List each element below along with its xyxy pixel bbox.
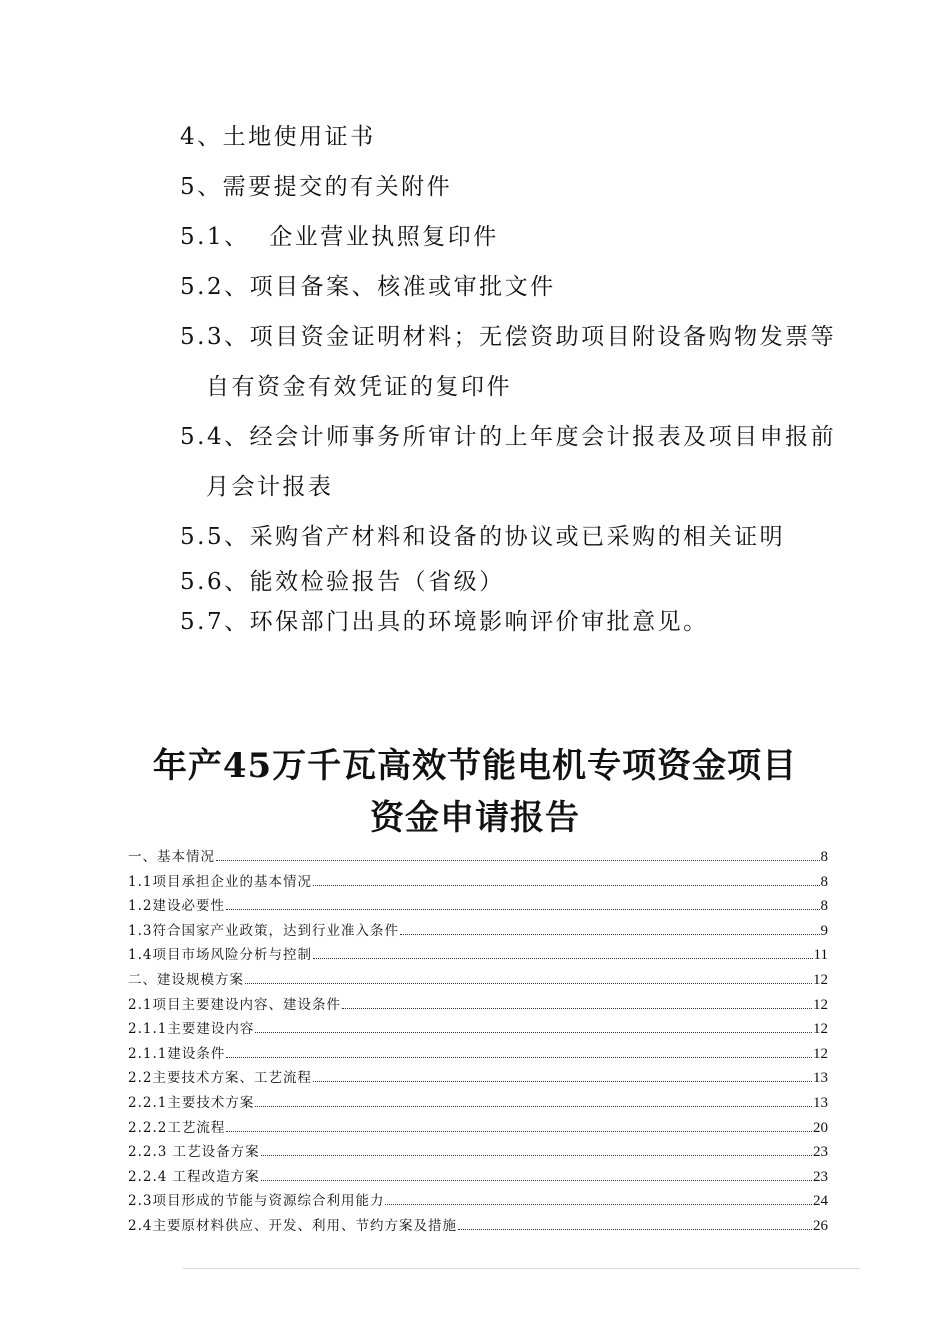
toc-leader-dots <box>245 968 812 984</box>
toc-entry-label: 2.2.1主要技术方案 <box>128 1094 255 1111</box>
toc-page-number: 24 <box>813 1193 828 1210</box>
toc-entry-label: 1.3符合国家产业政策，达到行业准入条件 <box>128 922 399 939</box>
list-item: 5.5、采购省产材料和设备的协议或已采购的相关证明 <box>180 524 786 550</box>
toc-entry[interactable] <box>128 1189 828 1214</box>
list-item: 5、需要提交的有关附件 <box>180 174 453 200</box>
toc-leader-dots <box>255 1091 812 1107</box>
list-item: 4、土地使用证书 <box>180 124 376 150</box>
toc-page-number: 11 <box>813 947 828 964</box>
toc-page-number: 26 <box>813 1217 828 1234</box>
toc-entry-label: 2.3项目形成的节能与资源综合利用能力 <box>128 1193 385 1210</box>
toc-leader-dots <box>261 1140 812 1156</box>
toc-leader-dots <box>313 870 820 886</box>
list-item: 5.2、项目备案、核准或审批文件 <box>180 274 556 300</box>
toc-leader-dots <box>313 943 813 959</box>
toc-leader-dots <box>400 919 820 935</box>
list-item: 5.7、环保部门出具的环境影响评价审批意见。 <box>180 609 709 635</box>
toc-leader-dots <box>342 993 812 1009</box>
toc-entry[interactable] <box>128 919 828 944</box>
toc-page-number: 12 <box>813 1021 828 1038</box>
list-item: 5.6、能效检验报告（省级） <box>180 569 505 595</box>
toc-entry[interactable] <box>128 1165 828 1190</box>
toc-page-number: 8 <box>820 849 828 865</box>
toc-entry-label: 1.2建设必要性 <box>128 898 225 915</box>
list-item-continuation: 月会计报表 <box>206 474 334 500</box>
report-subtitle: 资金申请报告 <box>370 798 580 838</box>
toc-page-number: 23 <box>813 1144 828 1161</box>
toc-leader-dots <box>226 894 820 910</box>
toc-entry-label: 1.1项目承担企业的基本情况 <box>128 873 312 890</box>
toc-page-number: 13 <box>813 1094 828 1111</box>
toc-entry[interactable] <box>128 870 828 895</box>
toc-entry-label: 2.1.1主要建设内容 <box>128 1021 255 1038</box>
toc-entry[interactable] <box>128 943 828 968</box>
toc-entry[interactable] <box>128 1140 828 1165</box>
toc-entry-label: 1.4项目市场风险分析与控制 <box>128 947 312 964</box>
toc-page-number: 23 <box>813 1168 828 1185</box>
toc-leader-dots <box>255 1017 812 1033</box>
list-item: 5.3、项目资金证明材料；无偿资助项目附设备购物发票等 <box>180 324 837 350</box>
toc-leader-dots <box>458 1214 812 1230</box>
footer-divider <box>183 1268 860 1269</box>
toc-entry-label: 二、建设规模方案 <box>128 971 244 988</box>
toc-entry[interactable] <box>128 845 828 870</box>
toc-page-number: 9 <box>820 922 828 939</box>
toc-leader-dots <box>216 845 820 861</box>
toc-entry[interactable] <box>128 968 828 993</box>
toc-entry[interactable] <box>128 1066 828 1091</box>
toc-entry[interactable] <box>128 894 828 919</box>
toc-entry-label: 2.2.3 工艺设备方案 <box>128 1144 260 1161</box>
toc-page-number: 8 <box>820 873 828 890</box>
toc-page-number: 13 <box>813 1070 828 1087</box>
toc-page-number: 12 <box>813 1045 828 1062</box>
toc-entry-label: 2.1.1建设条件 <box>128 1045 226 1062</box>
list-item: 5.1、 企业营业执照复印件 <box>180 224 499 250</box>
toc-page-number: 12 <box>813 996 828 1013</box>
toc-entry-label: 2.2.4 工程改造方案 <box>128 1168 260 1185</box>
toc-entry-label: 2.2.2工艺流程 <box>128 1119 226 1136</box>
toc-leader-dots <box>226 1042 812 1058</box>
toc-entry[interactable] <box>128 1116 828 1141</box>
toc-entry[interactable] <box>128 1214 828 1239</box>
list-item: 5.4、经会计师事务所审计的上年度会计报表及项目申报前 <box>180 424 837 450</box>
toc-entry[interactable] <box>128 1042 828 1067</box>
table-of-contents <box>128 845 828 1239</box>
toc-page-number: 20 <box>813 1119 828 1136</box>
toc-entry-label: 2.2主要技术方案、工艺流程 <box>128 1070 312 1087</box>
toc-entry-label: 一、基本情况 <box>128 849 215 865</box>
toc-leader-dots <box>226 1116 812 1132</box>
toc-entry-label: 2.1项目主要建设内容、建设条件 <box>128 996 341 1013</box>
toc-entry[interactable] <box>128 993 828 1018</box>
toc-leader-dots <box>385 1189 812 1205</box>
toc-page-number: 8 <box>820 898 828 915</box>
attachment-list <box>180 112 840 642</box>
toc-leader-dots <box>261 1165 812 1181</box>
report-title: 年产45万千瓦高效节能电机专项资金项目 <box>152 746 798 786</box>
toc-entry-label: 2.4主要原材料供应、开发、利用、节约方案及措施 <box>128 1217 457 1234</box>
toc-entry[interactable] <box>128 1017 828 1042</box>
toc-page-number: 12 <box>813 971 828 988</box>
toc-entry[interactable] <box>128 1091 828 1116</box>
toc-leader-dots <box>313 1066 812 1082</box>
list-item-continuation: 自有资金有效凭证的复印件 <box>206 374 512 400</box>
